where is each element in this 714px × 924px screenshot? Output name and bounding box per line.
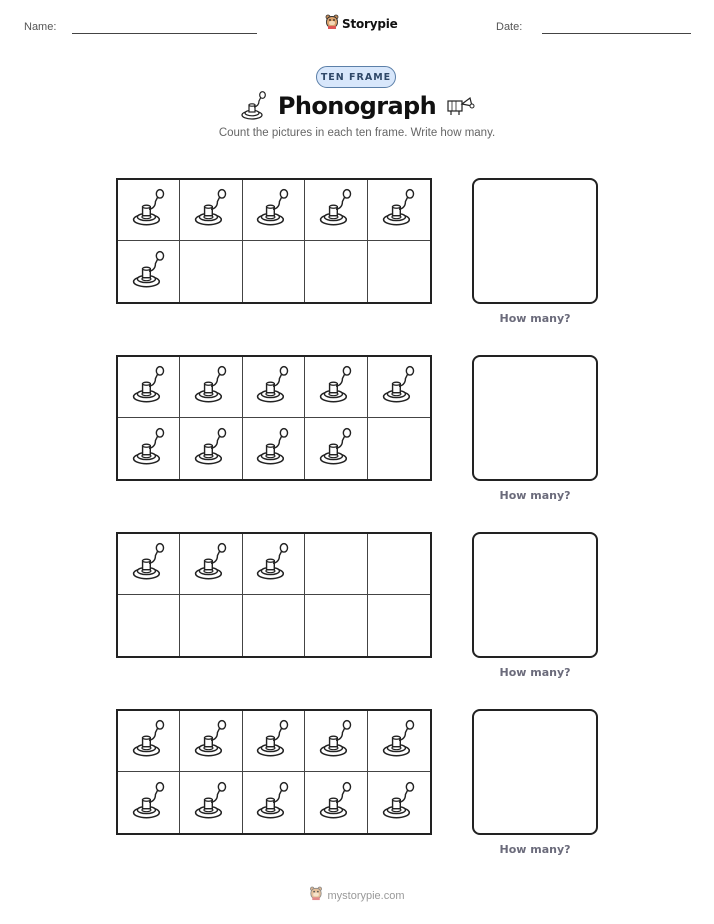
ten-frame-cell [118,180,180,241]
ten-frame-cell [118,711,180,772]
ten-frame-cell [305,534,367,595]
ten-frame-cell [368,357,430,418]
phonograph-icon [193,781,229,825]
ten-frame-cell [118,595,180,656]
ten-frame-cell [180,711,242,772]
phonograph-icon [318,719,354,763]
phonograph-icon [381,781,417,825]
ten-frame-cell [243,772,305,833]
phonograph-icon [255,365,291,409]
ten-frame-cell [368,711,430,772]
phonograph-icon [255,427,291,471]
phonograph-icon [381,719,417,763]
phonograph-icon [255,188,291,232]
phonograph-icon [318,781,354,825]
phonograph-icon [131,781,167,825]
ten-frame-cell [118,418,180,479]
phonograph-icon [193,188,229,232]
phonograph-icon [193,365,229,409]
phonograph-icon [193,719,229,763]
how-many-label-4: How many? [499,843,571,856]
answer-box-2[interactable] [472,355,598,481]
ten-frame-cell [180,595,242,656]
ten-frame-cell [180,180,242,241]
worksheet-title: Phonograph [277,92,437,120]
footer [300,886,414,905]
phonograph-icon [318,365,354,409]
answer-box-3[interactable] [472,532,598,658]
ten-frame-cell [118,241,180,302]
how-many-label-1: How many? [499,312,571,325]
phonograph-icon [255,719,291,763]
ten-frame-cell [180,418,242,479]
date-label: Date: [496,21,523,33]
ten-frame-cell [368,241,430,302]
ten-frame-cell [305,357,367,418]
ten-frame-cell [118,357,180,418]
ten-frame-cell [243,711,305,772]
ten-frame-cell [305,241,367,302]
ten-frame-cell [305,711,367,772]
phonograph-icon [381,365,417,409]
ten-frame-cell [243,357,305,418]
ten-frame-cell [180,357,242,418]
phonograph-icon [381,188,417,232]
ten-frame-cell [180,241,242,302]
phonograph-icon [255,542,291,586]
ten-frame-cell [368,534,430,595]
ten-frame-badge: TEN FRAME [316,66,396,88]
ten-frame-2 [116,355,432,481]
phonograph-icon [318,188,354,232]
ten-frame-cell [305,180,367,241]
how-many-label-2: How many? [499,489,571,502]
phonograph-icon [193,542,229,586]
date-line[interactable] [542,33,691,34]
ten-frame-3 [116,532,432,658]
ten-frame-cell [118,772,180,833]
name-line[interactable] [72,33,257,34]
answer-box-4[interactable] [472,709,598,835]
ten-frame-cell [243,180,305,241]
phonograph-icon [193,427,229,471]
phonograph-icon [131,188,167,232]
brand-logo [325,14,398,34]
phonograph-icon [131,719,167,763]
ten-frame-cell [305,772,367,833]
ten-frame-cell [368,772,430,833]
ten-frame-cell [180,534,242,595]
ten-frame-cell [243,595,305,656]
ten-frame-cell [368,180,430,241]
phonograph-icon [318,427,354,471]
footer-url: mystorypie.com [327,889,405,902]
how-many-label-3: How many? [499,666,571,679]
ten-frame-cell [118,534,180,595]
phonograph-icon [131,250,167,294]
ten-frame-cell [243,534,305,595]
ten-frame-cell [368,418,430,479]
instructions: Count the pictures in each ten frame. Write how many. [218,127,496,139]
phonograph-icon [131,365,167,409]
storypie-bear-icon [309,886,323,905]
phonograph-icon [255,781,291,825]
gramophone-icon [446,94,476,122]
phonograph-icon [131,542,167,586]
ten-frame-cell [305,595,367,656]
ten-frame-cell [243,241,305,302]
answer-box-1[interactable] [472,178,598,304]
ten-frame-cell [243,418,305,479]
brand-name: Storypie [342,17,398,31]
name-label: Name: [24,21,57,33]
ten-frame-1 [116,178,432,304]
ten-frame-4 [116,709,432,835]
ten-frame-cell [368,595,430,656]
ten-frame-cell [305,418,367,479]
ten-frame-cell [180,772,242,833]
storypie-bear-icon [325,14,339,34]
phonograph-icon [131,427,167,471]
